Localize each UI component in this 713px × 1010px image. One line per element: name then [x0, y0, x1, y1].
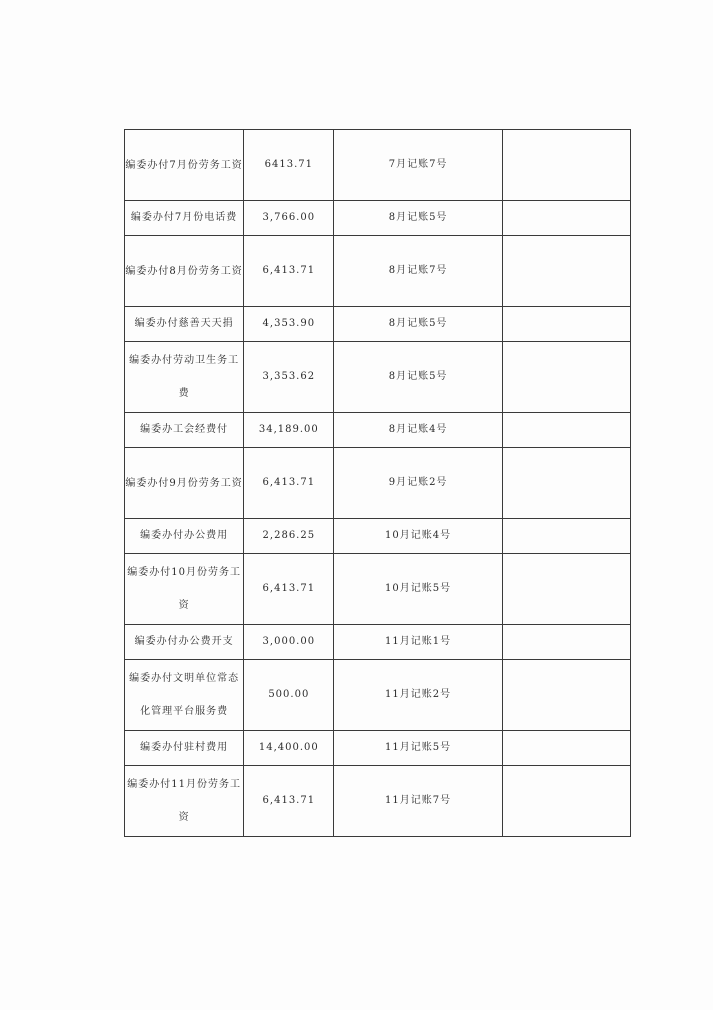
voucher-cell: 10月记账4号	[334, 519, 502, 554]
amount-cell: 6,413.71	[244, 766, 334, 837]
note-cell	[502, 342, 630, 413]
description-cell: 编委办付文明单位常态化管理平台服务费	[125, 660, 244, 731]
amount-cell: 3,000.00	[244, 625, 334, 660]
table-row	[125, 519, 631, 554]
table-row	[125, 342, 631, 413]
voucher-cell: 10月记账5号	[334, 554, 502, 625]
voucher-cell: 8月记账7号	[334, 236, 502, 307]
voucher-cell: 8月记账4号	[334, 413, 502, 448]
voucher-cell: 11月记账1号	[334, 625, 502, 660]
description-cell: 编委办付劳动卫生务工费	[125, 342, 244, 413]
note-cell	[502, 625, 630, 660]
note-cell	[502, 519, 630, 554]
table-row	[125, 625, 631, 660]
description-cell: 编委办付8月份劳务工资	[125, 236, 244, 307]
note-cell	[502, 660, 630, 731]
amount-cell: 6,413.71	[244, 554, 334, 625]
note-cell	[502, 448, 630, 519]
voucher-cell: 11月记账2号	[334, 660, 502, 731]
amount-cell: 4,353.90	[244, 307, 334, 342]
description-cell: 编委办付办公费用	[125, 519, 244, 554]
table-row	[125, 307, 631, 342]
voucher-cell: 8月记账5号	[334, 201, 502, 236]
description-cell: 编委办付10月份劳务工资	[125, 554, 244, 625]
description-cell: 编委办工会经费付	[125, 413, 244, 448]
voucher-cell: 8月记账5号	[334, 307, 502, 342]
voucher-cell: 11月记账5号	[334, 731, 502, 766]
voucher-cell: 7月记账7号	[334, 130, 502, 201]
table-row	[125, 766, 631, 837]
table-row	[125, 660, 631, 731]
description-cell: 编委办付9月份劳务工资	[125, 448, 244, 519]
voucher-cell: 9月记账2号	[334, 448, 502, 519]
note-cell	[502, 236, 630, 307]
note-cell	[502, 307, 630, 342]
table-row	[125, 201, 631, 236]
description-cell: 编委办付11月份劳务工资	[125, 766, 244, 837]
amount-cell: 3,766.00	[244, 201, 334, 236]
description-cell: 编委办付7月份劳务工资	[125, 130, 244, 201]
note-cell	[502, 201, 630, 236]
amount-cell: 6,413.71	[244, 448, 334, 519]
table-row	[125, 130, 631, 201]
amount-cell: 6413.71	[244, 130, 334, 201]
voucher-cell: 11月记账7号	[334, 766, 502, 837]
note-cell	[502, 554, 630, 625]
expense-ledger-table	[124, 129, 631, 837]
note-cell	[502, 766, 630, 837]
amount-cell: 3,353.62	[244, 342, 334, 413]
amount-cell: 14,400.00	[244, 731, 334, 766]
amount-cell: 34,189.00	[244, 413, 334, 448]
description-cell: 编委办付驻村费用	[125, 731, 244, 766]
table-row	[125, 731, 631, 766]
table-row	[125, 554, 631, 625]
amount-cell: 500.00	[244, 660, 334, 731]
note-cell	[502, 130, 630, 201]
amount-cell: 6,413.71	[244, 236, 334, 307]
amount-cell: 2,286.25	[244, 519, 334, 554]
table-row	[125, 413, 631, 448]
description-cell: 编委办付7月份电话费	[125, 201, 244, 236]
note-cell	[502, 413, 630, 448]
description-cell: 编委办付慈善天天捐	[125, 307, 244, 342]
note-cell	[502, 731, 630, 766]
table-row	[125, 236, 631, 307]
voucher-cell: 8月记账5号	[334, 342, 502, 413]
description-cell: 编委办付办公费开支	[125, 625, 244, 660]
table-row	[125, 448, 631, 519]
